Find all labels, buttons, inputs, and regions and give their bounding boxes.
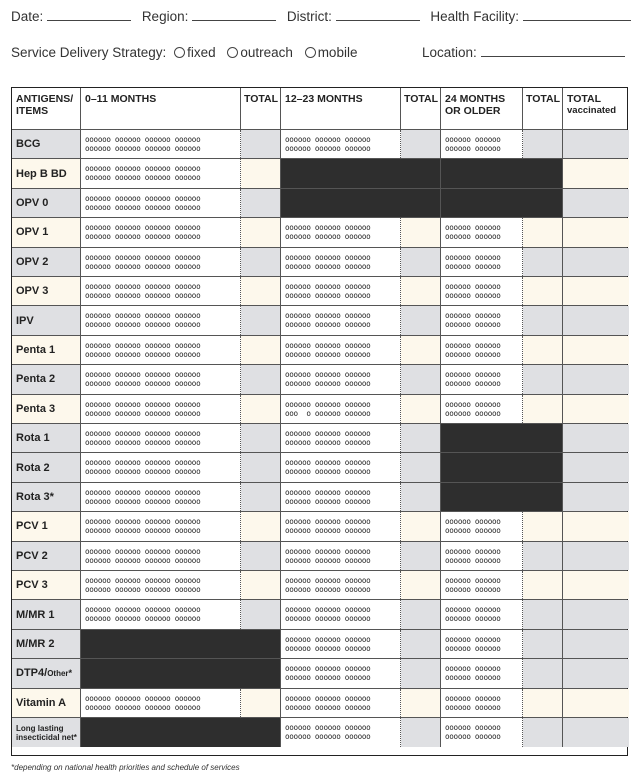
tally-12-23[interactable]: oooooo oooooo oooooo oooooo oooooo oooooo [281, 130, 401, 158]
total-0-11-cell[interactable] [241, 365, 281, 393]
location-group [422, 45, 625, 60]
total-24-plus-cell[interactable] [523, 571, 563, 599]
antigen-label: Long lasting insecticidal net* [16, 723, 77, 742]
total-12-23-cell[interactable] [401, 130, 441, 158]
tally-24-plus[interactable]: oooooo oooooo oooooo oooooo [441, 659, 523, 687]
location-label: Location: [422, 45, 477, 60]
antigen-name [12, 630, 81, 658]
total-0-11-cell[interactable] [241, 336, 281, 364]
total-12-23-cell[interactable] [401, 248, 441, 276]
antigen-label: Vitamin A [16, 696, 67, 709]
total-12-23-cell[interactable] [401, 600, 441, 628]
tally-24-plus[interactable]: oooooo oooooo oooooo oooooo [441, 248, 523, 276]
tally-24-plus[interactable]: oooooo oooooo oooooo oooooo [441, 512, 523, 540]
antigen-label: Penta 1 [16, 343, 56, 356]
total-0-11-cell[interactable] [241, 277, 281, 305]
total-vaccinated-cell[interactable] [563, 483, 629, 511]
table-row [12, 512, 627, 541]
tally-0-11[interactable]: oooooo oooooo oooooo oooooo oooooo oooooo oooooo oooooo [81, 453, 241, 481]
total-24-plus-cell[interactable] [523, 306, 563, 334]
blocked-cell [441, 483, 563, 511]
total-vaccinated-header [563, 88, 629, 129]
antigen-label-other: Other [47, 668, 69, 678]
tally-0-11[interactable]: oooooo oooooo oooooo oooooo oooooo oooooo oooooo oooooo [81, 336, 241, 364]
tally-0-11[interactable]: oooooo oooooo oooooo oooooo oooooo oooooo oooooo oooooo [81, 306, 241, 334]
total-0-11-header: TOTAL [241, 88, 281, 129]
age-0-11-header: 0–11 MONTHS [81, 88, 241, 129]
table-row [12, 424, 627, 453]
tally-12-23[interactable]: oooooo oooooo oooooo oooooo oooooo oooooo [281, 218, 401, 246]
district-field[interactable] [336, 9, 420, 21]
total-24-plus-cell[interactable] [523, 336, 563, 364]
tally-24-plus[interactable]: oooooo oooooo oooooo oooooo [441, 365, 523, 393]
blocked-cell [441, 189, 563, 217]
total-0-11-cell[interactable] [241, 542, 281, 570]
blocked-cell [81, 659, 281, 687]
fixed-option-label: fixed [187, 45, 216, 60]
antigen-name [12, 483, 81, 511]
tally-0-11[interactable]: oooooo oooooo oooooo oooooo oooooo oooooo oooooo oooooo [81, 277, 241, 305]
table-row [12, 630, 627, 659]
footnote: *depending on national health priorities and schedule of services [11, 763, 240, 772]
antigen-label: OPV 1 [16, 226, 49, 239]
total-12-23-cell[interactable] [401, 336, 441, 364]
antigen-label: Rota 2 [16, 461, 50, 474]
total-0-11-cell[interactable] [241, 453, 281, 481]
antigen-name [12, 365, 81, 393]
total-24-plus-cell[interactable] [523, 659, 563, 687]
antigen-name [12, 159, 81, 187]
facility-label: Health Facility: [430, 9, 519, 24]
antigen-label: IPV [16, 314, 34, 327]
tally-12-23[interactable]: oooooo oooooo oooooo oooooo oooooo oooooo [281, 453, 401, 481]
location-field[interactable] [481, 45, 625, 57]
table-header-row [12, 88, 627, 130]
antigen-name [12, 277, 81, 305]
blocked-cell [441, 453, 563, 481]
table-row [12, 189, 627, 218]
table-row [12, 600, 627, 629]
tally-0-11[interactable]: oooooo oooooo oooooo oooooo oooooo oooooo oooooo oooooo [81, 218, 241, 246]
antigen-name [12, 336, 81, 364]
antigen-name [12, 189, 81, 217]
table-row [12, 336, 627, 365]
antigen-name [12, 218, 81, 246]
total-vaccinated-cell[interactable] [563, 512, 629, 540]
total-24-plus-cell[interactable] [523, 248, 563, 276]
tally-12-23[interactable]: oooooo oooooo oooooo oooooo oooooo oooooo [281, 365, 401, 393]
region-field[interactable] [192, 9, 276, 21]
tally-12-23[interactable]: oooooo oooooo oooooo oooooo oooooo oooooo [281, 248, 401, 276]
antigen-label: Rota 1 [16, 432, 50, 445]
total-0-11-cell[interactable] [241, 483, 281, 511]
total-12-23-cell[interactable] [401, 630, 441, 658]
table-row [12, 689, 627, 718]
antigen-name [12, 600, 81, 628]
antigen-label: DTP4/ [16, 667, 48, 680]
antigen-name [12, 718, 81, 747]
strategy-label: Service Delivery Strategy: [11, 45, 167, 60]
antigen-label: Penta 3 [16, 402, 56, 415]
header-row-2 [11, 45, 357, 60]
total-12-23-cell[interactable] [401, 218, 441, 246]
total-24-plus-cell[interactable] [523, 600, 563, 628]
tally-12-23[interactable]: oooooo oooooo oooooo oooooo oooooo oooooo [281, 277, 401, 305]
tally-0-11[interactable]: oooooo oooooo oooooo oooooo oooooo oooooo oooooo oooooo [81, 542, 241, 570]
antigen-name [12, 542, 81, 570]
tally-12-23[interactable]: oooooo oooooo oooooo oooooo oooooo oooooo [281, 306, 401, 334]
total-0-11-cell[interactable] [241, 395, 281, 423]
total-vaccinated-cell[interactable] [563, 248, 629, 276]
antigen-label: OPV 3 [16, 285, 49, 298]
total-0-11-cell[interactable] [241, 218, 281, 246]
blocked-cell [81, 718, 281, 747]
tally-24-plus[interactable]: oooooo oooooo oooooo oooooo [441, 600, 523, 628]
total-12-23-cell[interactable] [401, 306, 441, 334]
total-0-11-cell[interactable] [241, 600, 281, 628]
tally-12-23[interactable]: oooooo oooooo oooooo oooooo oooooo oooooo [281, 483, 401, 511]
total-12-23-cell[interactable] [401, 659, 441, 687]
tally-12-23[interactable]: oooooo oooooo oooooo oooooo oooooo oooooo [281, 512, 401, 540]
total-0-11-cell[interactable] [241, 424, 281, 452]
table-row [12, 395, 627, 424]
antigen-label: BCG [16, 138, 41, 151]
tally-12-23[interactable]: oooooo oooooo oooooo oooooo oooooo oooooo [281, 542, 401, 570]
total-vaccinated-line2: vaccinated [567, 105, 617, 116]
tally-24-plus[interactable]: oooooo oooooo oooooo oooooo [441, 218, 523, 246]
total-vaccinated-cell[interactable] [563, 718, 629, 747]
table-row [12, 248, 627, 277]
date-field[interactable] [47, 9, 131, 21]
blocked-cell [81, 630, 281, 658]
facility-field[interactable] [523, 9, 631, 21]
tally-0-11[interactable]: oooooo oooooo oooooo oooooo oooooo oooooo oooooo oooooo [81, 365, 241, 393]
table-row [12, 130, 627, 159]
total-vaccinated-cell[interactable] [563, 542, 629, 570]
blocked-cell [441, 424, 563, 452]
total-24-plus-cell[interactable] [523, 130, 563, 158]
total-0-11-cell[interactable] [241, 306, 281, 334]
antigen-name [12, 306, 81, 334]
total-24-plus-header: TOTAL [523, 88, 563, 129]
tally-24-plus[interactable]: oooooo oooooo oooooo oooooo [441, 571, 523, 599]
table-row [12, 659, 627, 688]
total-0-11-cell[interactable] [241, 689, 281, 717]
tally-table [11, 87, 628, 756]
antigen-name [12, 689, 81, 717]
tally-0-11[interactable]: oooooo oooooo oooooo oooooo oooooo oooooo oooooo oooooo [81, 248, 241, 276]
tally-12-23[interactable]: oooooo oooooo oooooo oooooo oooooo oooooo [281, 336, 401, 364]
table-row [12, 571, 627, 600]
total-vaccinated-cell[interactable] [563, 630, 629, 658]
antigen-label: PCV 1 [16, 520, 48, 533]
total-12-23-cell[interactable] [401, 571, 441, 599]
total-24-plus-cell[interactable] [523, 395, 563, 423]
total-24-plus-cell[interactable] [523, 689, 563, 717]
total-vaccinated-cell[interactable] [563, 600, 629, 628]
antigens-header: ANTIGENS/ ITEMS [12, 88, 81, 129]
table-row [12, 483, 627, 512]
tally-0-11[interactable]: oooooo oooooo oooooo oooooo oooooo oooooo oooooo oooooo [81, 689, 241, 717]
table-row [12, 277, 627, 306]
total-vaccinated-cell[interactable] [563, 571, 629, 599]
table-row [12, 218, 627, 247]
mobile-radio[interactable] [305, 47, 316, 58]
total-0-11-cell[interactable] [241, 248, 281, 276]
tally-24-plus[interactable]: oooooo oooooo oooooo oooooo [441, 306, 523, 334]
tally-24-plus[interactable]: oooooo oooooo oooooo oooooo [441, 542, 523, 570]
tally-12-23[interactable]: oooooo oooooo oooooo oooooo oooooo oooooo [281, 424, 401, 452]
tally-24-plus[interactable]: oooooo oooooo oooooo oooooo [441, 718, 523, 747]
antigen-name [12, 512, 81, 540]
mobile-option-label: mobile [317, 45, 358, 60]
tally-12-23[interactable]: oooooo oooooo oooooo oooooo oooooo oooooo [281, 718, 401, 747]
total-12-23-cell[interactable] [401, 542, 441, 570]
total-24-plus-cell[interactable] [523, 630, 563, 658]
total-24-plus-cell[interactable] [523, 365, 563, 393]
table-row [12, 365, 627, 394]
total-vaccinated-cell[interactable] [563, 130, 629, 158]
total-24-plus-cell[interactable] [523, 218, 563, 246]
fixed-radio[interactable] [174, 47, 185, 58]
total-vaccinated-cell[interactable] [563, 424, 629, 452]
blocked-cell [281, 189, 441, 217]
tally-24-plus[interactable]: oooooo oooooo oooooo oooooo [441, 130, 523, 158]
antigen-label: OPV 0 [16, 196, 49, 209]
total-12-23-cell[interactable] [401, 277, 441, 305]
antigen-name [12, 248, 81, 276]
total-vaccinated-cell[interactable] [563, 218, 629, 246]
total-12-23-header: TOTAL [401, 88, 441, 129]
antigen-label: M/MR 1 [16, 608, 55, 621]
blocked-cell [281, 159, 441, 187]
antigen-name [12, 130, 81, 158]
tally-24-plus[interactable]: oooooo oooooo oooooo oooooo [441, 395, 523, 423]
antigen-label: Penta 2 [16, 373, 56, 386]
tally-24-plus[interactable]: oooooo oooooo oooooo oooooo [441, 689, 523, 717]
total-12-23-cell[interactable] [401, 483, 441, 511]
total-vaccinated-cell[interactable] [563, 453, 629, 481]
district-label: District: [286, 9, 332, 24]
total-0-11-cell[interactable] [241, 571, 281, 599]
total-vaccinated-cell[interactable] [563, 159, 629, 187]
total-vaccinated-cell[interactable] [563, 189, 629, 217]
total-0-11-cell[interactable] [241, 512, 281, 540]
tally-12-23[interactable]: oooooo oooooo oooooo oooooo oooooo oooooo [281, 630, 401, 658]
total-12-23-cell[interactable] [401, 718, 441, 747]
total-vaccinated-cell[interactable] [563, 336, 629, 364]
total-12-23-cell[interactable] [401, 365, 441, 393]
total-vaccinated-cell[interactable] [563, 365, 629, 393]
table-row [12, 542, 627, 571]
table-row [12, 306, 627, 335]
tally-12-23[interactable]: oooooo oooooo oooooo oooooo oooooo oooooo [281, 659, 401, 687]
tally-0-11[interactable]: oooooo oooooo oooooo oooooo oooooo oooooo oooooo oooooo [81, 395, 241, 423]
outreach-radio[interactable] [227, 47, 238, 58]
tally-0-11[interactable]: oooooo oooooo oooooo oooooo oooooo oooooo oooooo oooooo [81, 189, 241, 217]
total-vaccinated-cell[interactable] [563, 689, 629, 717]
tally-12-23[interactable]: oooooo oooooo oooooo oooooo oooooo oooooo [281, 571, 401, 599]
age-12-23-header: 12–23 MONTHS [281, 88, 401, 129]
tally-0-11[interactable]: oooooo oooooo oooooo oooooo oooooo oooooo oooooo oooooo [81, 130, 241, 158]
tally-0-11[interactable]: oooooo oooooo oooooo oooooo oooooo oooooo oooooo oooooo [81, 424, 241, 452]
antigen-name [12, 453, 81, 481]
total-12-23-cell[interactable] [401, 689, 441, 717]
tally-24-plus[interactable]: oooooo oooooo oooooo oooooo [441, 630, 523, 658]
tally-0-11[interactable]: oooooo oooooo oooooo oooooo oooooo oooooo oooooo oooooo [81, 159, 241, 187]
table-row [12, 453, 627, 482]
antigen-label-star: * [68, 668, 73, 679]
total-0-11-cell[interactable] [241, 159, 281, 187]
total-12-23-cell[interactable] [401, 453, 441, 481]
total-12-23-cell[interactable] [401, 424, 441, 452]
total-vaccinated-line1: TOTAL [567, 93, 602, 105]
antigen-label: OPV 2 [16, 255, 49, 268]
tally-24-plus[interactable]: oooooo oooooo oooooo oooooo [441, 336, 523, 364]
tally-0-11[interactable]: oooooo oooooo oooooo oooooo oooooo oooooo oooooo oooooo [81, 571, 241, 599]
header-row-1 [11, 9, 631, 24]
total-24-plus-cell[interactable] [523, 512, 563, 540]
table-row [12, 718, 627, 747]
blocked-cell [441, 159, 563, 187]
total-vaccinated-cell[interactable] [563, 277, 629, 305]
table-row [12, 159, 627, 188]
outreach-option-label: outreach [240, 45, 293, 60]
tally-0-11[interactable]: oooooo oooooo oooooo oooooo oooooo oooooo oooooo oooooo [81, 600, 241, 628]
date-label: Date: [11, 9, 44, 24]
antigen-name [12, 424, 81, 452]
age-24-plus-header: 24 MONTHS OR OLDER [441, 88, 523, 129]
antigen-label: M/MR 2 [16, 637, 55, 650]
antigen-label: PCV 3 [16, 579, 48, 592]
tally-12-23[interactable]: oooooo oooooo oooooo oooooo oooooo oooooo [281, 689, 401, 717]
tally-12-23[interactable]: oooooo oooooo oooooo ooo o oooooo oooooo [281, 395, 401, 423]
antigen-name [12, 395, 81, 423]
antigen-name [12, 659, 81, 687]
antigen-label: PCV 2 [16, 549, 48, 562]
antigen-name [12, 571, 81, 599]
tally-0-11[interactable]: oooooo oooooo oooooo oooooo oooooo oooooo oooooo oooooo [81, 483, 241, 511]
total-24-plus-cell[interactable] [523, 542, 563, 570]
total-vaccinated-cell[interactable] [563, 395, 629, 423]
tally-24-plus[interactable]: oooooo oooooo oooooo oooooo [441, 277, 523, 305]
tally-12-23[interactable]: oooooo oooooo oooooo oooooo oooooo oooooo [281, 600, 401, 628]
antigen-label: Hep B BD [16, 167, 67, 180]
total-24-plus-cell[interactable] [523, 718, 563, 747]
total-24-plus-cell[interactable] [523, 277, 563, 305]
antigen-label: Rota 3* [16, 490, 54, 503]
total-0-11-cell[interactable] [241, 130, 281, 158]
region-label: Region: [141, 9, 189, 24]
tally-0-11[interactable]: oooooo oooooo oooooo oooooo oooooo oooooo oooooo oooooo [81, 512, 241, 540]
total-12-23-cell[interactable] [401, 512, 441, 540]
total-vaccinated-cell[interactable] [563, 659, 629, 687]
total-12-23-cell[interactable] [401, 395, 441, 423]
total-0-11-cell[interactable] [241, 189, 281, 217]
total-vaccinated-cell[interactable] [563, 306, 629, 334]
